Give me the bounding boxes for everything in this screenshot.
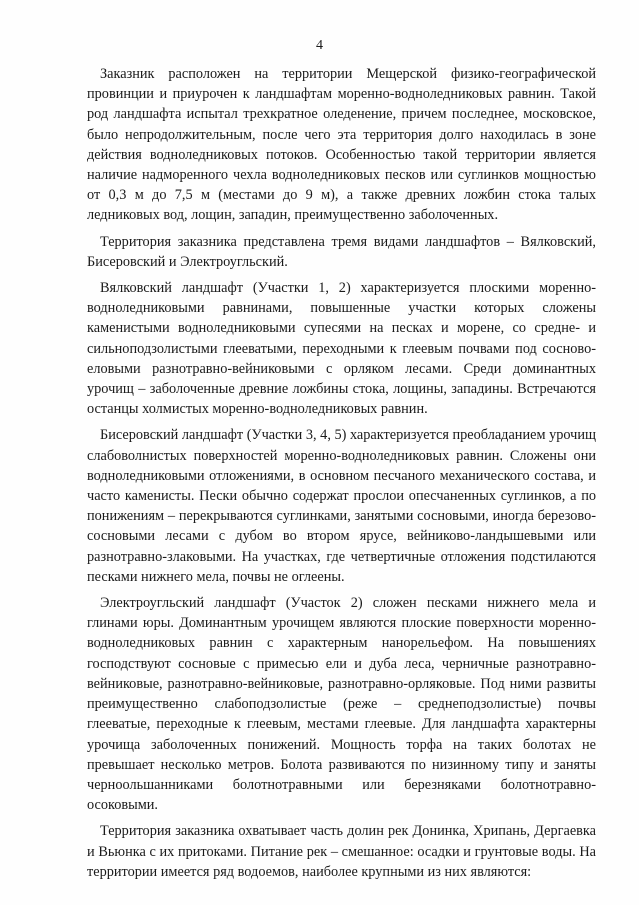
page-number: 4	[316, 38, 323, 53]
paragraph-rivers: Территория заказника охватывает часть долин рек Донинка, Хрипань, Дергаевка и Вьюнка с их притоками. Питание рек – смешанное: осадки и грунтовые воды. На территории имеется ряд водоемов, наиболее крупными из них являются:	[87, 823, 596, 880]
paragraph-landscape-types: Территория заказника представлена тремя видами ландшафтов – Вялковский, Бисеровский и Электроугльский.	[87, 233, 596, 270]
paragraph-reserve-location: Заказник расположен на территории Мещерской физико-географической провинции и приурочен к ландшафтам моренно-водноледниковых равнин. Такой род ландшафта испытал трехкратное оледенение, причем последнее, московское, было непродолжительным, после чего эта территория долго находилась в зоне действия водноледниковых потоков. Особенностью такой территории является наличие надморенного чехла водноледниковых песков или суглинков мощностью от 0,3 м до 7,5 м (местами до 9 м), а также древних ложбин стока талых ледниковых вод, лощин, западин, преимущественно заболоченных.	[87, 66, 596, 224]
paragraph-vyalkovsky-landscape: Вялковский ландшафт (Участки 1, 2) характеризуется плоскими моренно-водноледниковыми равнинами, повышенные участки которых сложены каменистыми водноледниковыми супесями на песках и морене, со средне- и сильноподзолистыми глееватыми, переходными к глеевым почвами под сосново-еловыми разнотравно-вейниковыми с орляком лесами. Среди доминантных урочищ – заболоченные древние ложбины стока, лощины, западины. Встречаются останцы холмистых моренно-водноледниковых равнин.	[87, 280, 596, 418]
body-text	[87, 64, 596, 882]
paragraph-biserovsky-landscape: Бисеровский ландшафт (Участки 3, 4, 5) характеризуется преобладанием урочищ слабоволнистых поверхностей моренно-водноледниковых равнин. Сложены они водноледниковыми отложениями, в основном песчаного механического состава, и часто каменисты. Пески обычно содержат прослои опесчаненных суглинков, а по понижениям – перекрываются суглинками, занятыми сосновыми, иногда березово-сосновыми лесами с дубом во втором ярусе, вейниково-ландышевыми или разнотравно-злаковыми. На участках, где четвертичные отложения подстилаются песками нижнего мела, почвы не оглеены.	[87, 427, 596, 585]
paragraph-elektrougl-landscape: Электроугльский ландшафт (Участок 2) сложен песками нижнего мела и глинами юры. Доминантным урочищем являются плоские поверхности моренно-водноледниковых равнин с характерным нанорельефом. На повышениях господствуют сосновые с примесью ели и дуба леса, черничные разнотравно-вейниковые, разнотравно-вейниковые, разнотравно-орляковые. Под ними развиты преимущественно слабоподзолистые (реже – среднеподзолистые) почвы глееватые, переходные к глеевым, местами глеевые. Для ландшафта характерны урочища заболоченных понижений. Мощность торфа на таких болотах не превышает несколько метров. Болота развиваются по низинному типу и заняты черноольшанниками болотнотравными или березняками болотнотравно-осоковыми.	[87, 595, 596, 814]
